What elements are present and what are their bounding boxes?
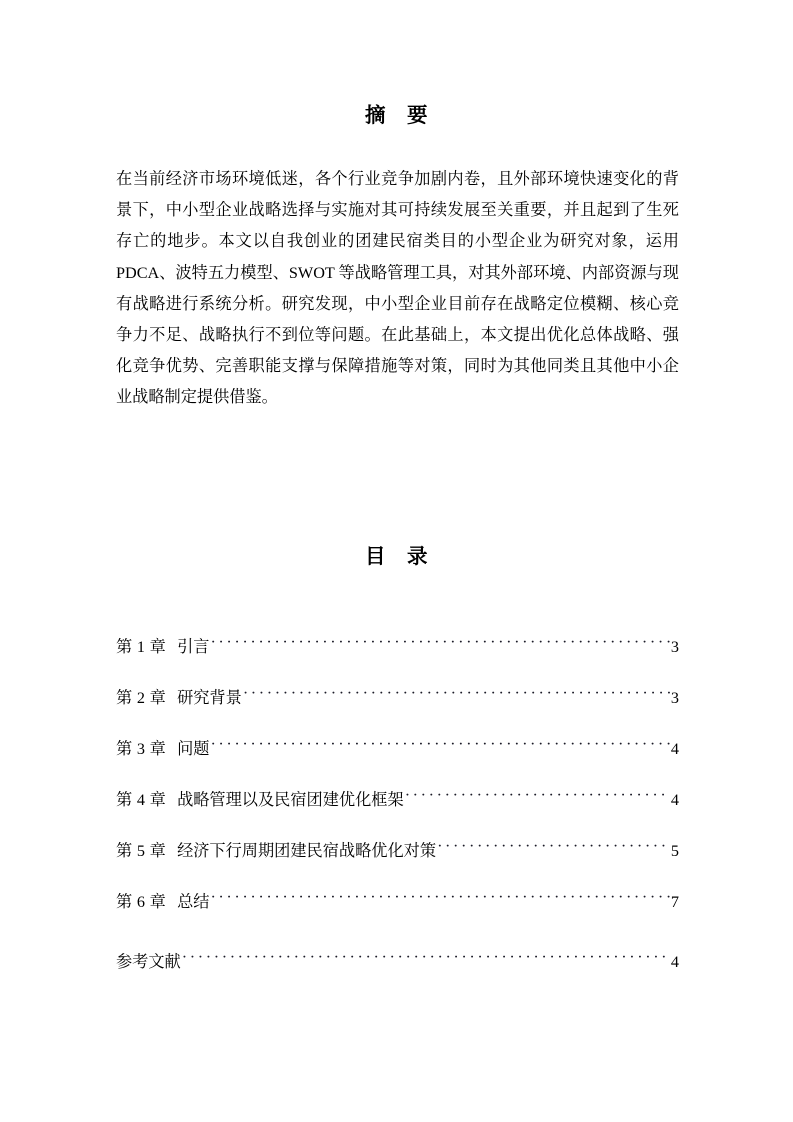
- toc-references-page-number: 4: [670, 953, 679, 972]
- toc-entry[interactable]: [116, 687, 679, 738]
- abstract-paragraph: 在当前经济市场环境低迷，各个行业竞争加剧内卷，且外部环境快速变化的背景下，中小型企业战略选择与实施对其可持续发展至关重要，并且起到了生死存亡的地步。本文以自我创业的团建民宿类目的小型企业为研究对象，运用 PDCA、波特五力模型、SWOT 等战略管理工具，对其外部环境、内部资源与现有战略进行系统分析。研究发现，中小型企业目前存在战略定位模糊、核心竞争力不足、战略执行不到位等问题。在此基础上，本文提出优化总体战略、强化竞争优势、完善职能支撑与保障措施等对策，同时为其他同类且其他中小企业战略制定提供借鉴。: [116, 170, 679, 407]
- toc-entry-page-number: 3: [670, 689, 679, 708]
- toc-dot-leader: [210, 891, 669, 907]
- table-of-contents-heading: 目 录: [365, 546, 428, 568]
- toc-entry-chapter: 第 6 章: [116, 893, 167, 912]
- toc-dot-leader: [210, 738, 669, 754]
- abstract-heading: 摘 要: [365, 105, 428, 127]
- toc-entry-page-number: 4: [670, 791, 679, 810]
- toc-dot-leader: [182, 951, 670, 967]
- toc-entry-chapter: 第 2 章: [116, 689, 167, 708]
- toc-entry-chapter: 第 1 章: [116, 638, 167, 657]
- toc-entry-title: 问题: [177, 740, 210, 759]
- toc-entry-page-number: 3: [670, 638, 679, 657]
- toc-dot-leader: [405, 789, 670, 805]
- toc-entry-page-number: 5: [670, 842, 679, 861]
- toc-entry[interactable]: [116, 738, 679, 789]
- toc-entry-title: 研究背景: [177, 689, 242, 708]
- toc-entry[interactable]: [116, 636, 679, 687]
- toc-dot-leader: [210, 636, 669, 652]
- toc-entry-chapter: 第 5 章: [116, 842, 167, 861]
- toc-entry-page-number: 4: [670, 740, 679, 759]
- toc-entry-title: 经济下行周期团建民宿战略优化对策: [177, 842, 437, 861]
- toc-references-label: 参考文献: [116, 953, 181, 972]
- toc-entry[interactable]: [116, 789, 679, 840]
- toc-dot-leader: [437, 840, 670, 856]
- toc-entry-title: 引言: [177, 638, 210, 657]
- toc-entry-chapter: 第 3 章: [116, 740, 167, 759]
- abstract-body: [116, 164, 679, 414]
- toc-entry-title: 战略管理以及民宿团建优化框架: [177, 791, 404, 810]
- toc-entry-page-number: 7: [670, 893, 679, 912]
- toc-entry-title: 总结: [177, 893, 210, 912]
- toc-entry-chapter: 第 4 章: [116, 791, 167, 810]
- toc-entry[interactable]: [116, 840, 679, 891]
- toc-dot-leader: [243, 687, 670, 703]
- toc-entry-references[interactable]: [116, 951, 679, 972]
- toc-entry[interactable]: [116, 891, 679, 942]
- table-of-contents: [116, 636, 679, 942]
